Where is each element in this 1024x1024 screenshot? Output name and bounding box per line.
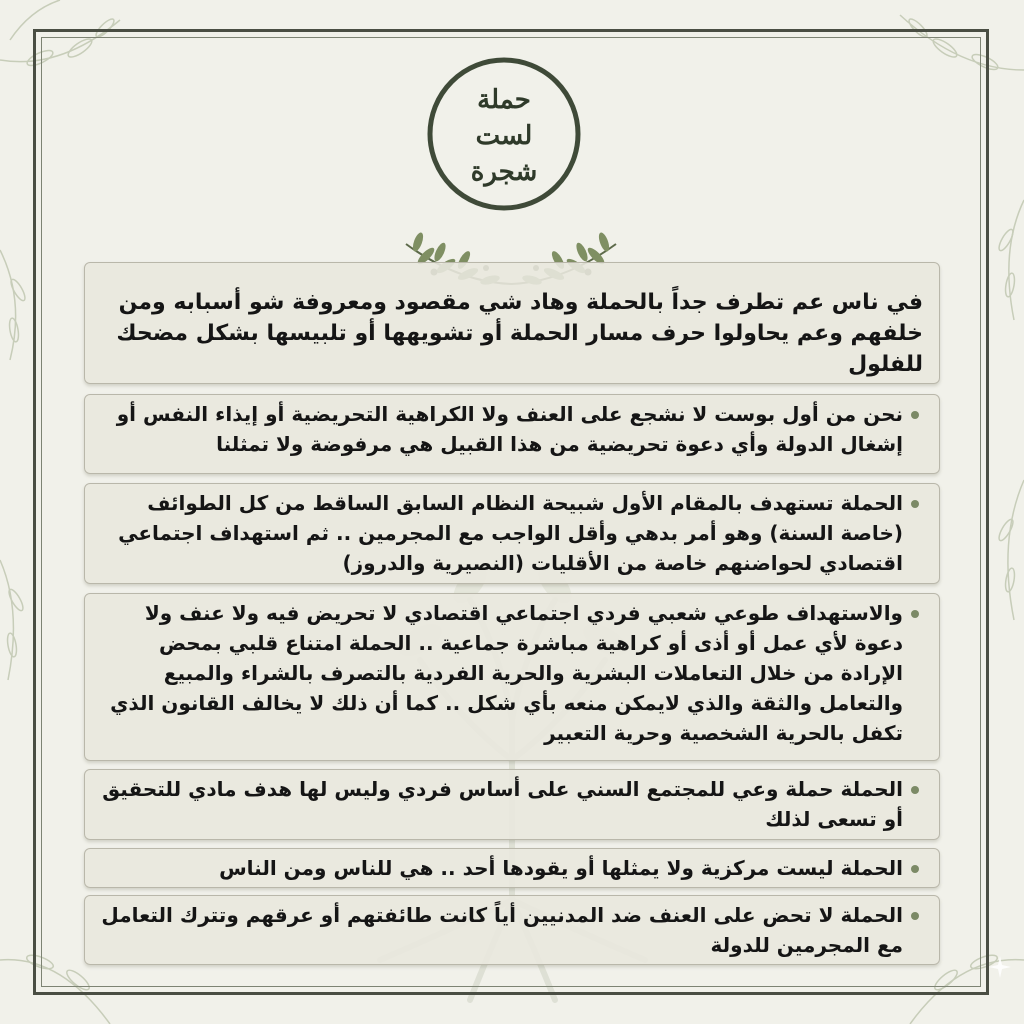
intro-card bbox=[84, 262, 940, 384]
intro-text: في ناس عم تطرف جداً بالحملة وهاد شي مقصود ومعروفة شو أسبابه ومن خلفهم وعم يحاولوا حرف مسار الحملة أو تشويهها أو تلبيسها بشكل مضحك للفلول bbox=[116, 290, 923, 377]
bullet-dot-icon bbox=[911, 610, 919, 618]
bullet-dot-icon bbox=[911, 500, 919, 508]
logo-line-1: حملة bbox=[477, 85, 531, 115]
point-card bbox=[84, 483, 940, 584]
point-card bbox=[84, 848, 940, 888]
point-text: نحن من أول بوست لا نشجع على العنف ولا الكراهية التحريضية أو إيذاء النفس أو إشغال الدولة وأي دعوة تحريضية من هذا القبيل هي مرفوضة ولا تمثلنا bbox=[116, 402, 903, 456]
point-card bbox=[84, 394, 940, 474]
point-text: الحملة تستهدف بالمقام الأول شبيحة النظام السابق الساقط من كل الطوائف (خاصة السنة) وهو أمر بدهي وأقل الواجب مع المجرمين .. ثم استهداف اجتماعي اقتصادي لحواضنهم خاصة من الأقليات (النصيرية والدروز) bbox=[118, 491, 903, 575]
sparkle-icon bbox=[988, 955, 1012, 979]
bullet-dot-icon bbox=[911, 865, 919, 873]
logo-line-2: لست bbox=[475, 121, 533, 151]
point-card bbox=[84, 593, 940, 761]
bullet-dot-icon bbox=[911, 786, 919, 794]
point-card bbox=[84, 895, 940, 965]
bullet-dot-icon bbox=[911, 411, 919, 419]
bullet-dot-icon bbox=[911, 912, 919, 920]
campaign-logo bbox=[426, 56, 582, 212]
logo-line-3: شجرة bbox=[470, 157, 538, 187]
point-text: الحملة ليست مركزية ولا يمثلها أو يقودها أحد .. هي للناس ومن الناس bbox=[219, 856, 903, 880]
point-card bbox=[84, 769, 940, 840]
point-text: الحملة لا تحض على العنف ضد المدنيين أياً كانت طائفتهم أو عرقهم وتترك التعامل مع المجرمين للدولة bbox=[101, 903, 903, 957]
point-text: والاستهداف طوعي شعبي فردي اجتماعي اقتصادي لا تحريض فيه ولا عنف ولا دعوة لأي عمل أو أذى أو كراهية مباشرة جماعية .. الحملة امتناع قلبي بمحض الإرادة من خلال التعاملات البشرية والحرية الفردية بالتصرف بالشراء والمبيع والتعامل والثقة والذي لايمكن منعه بأي شكل .. كما أن ذلك لا يخالف القانون الذي تكفل بالحرية الشخصية وحرية التعبير bbox=[110, 601, 903, 745]
point-text: الحملة حملة وعي للمجتمع السني على أساس فردي وليس لها هدف مادي للتحقيق أو تسعى لذلك bbox=[102, 777, 903, 831]
